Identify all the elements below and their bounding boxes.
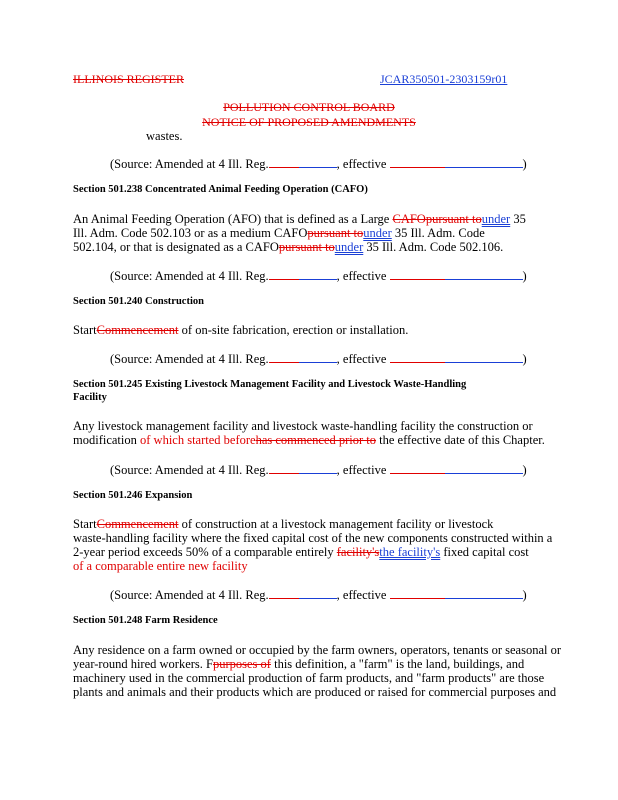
section-240-line-1 — [73, 323, 408, 337]
section-248-line-4: plants and animals and their products which are produced or raised for commercial purposes and — [73, 685, 557, 699]
text: Ill. Adm. Code 502.103 or as a medium CAFO — [73, 226, 308, 240]
section-238-title: Section 501.238 Concentrated Animal Feeding Operation (CAFO) — [73, 184, 368, 195]
inserted-red-text: of which started before — [140, 433, 256, 447]
source-prefix: (Source: Amended at 4 — [110, 588, 225, 602]
blank-red — [390, 268, 445, 280]
section-248-line-2 — [73, 657, 524, 671]
text: Start — [73, 517, 97, 531]
section-246-line-2: waste-handling facility where the fixed capital cost of the new components constructed within a — [73, 531, 553, 545]
source-prefix: (Source: Amended at 4 — [110, 463, 225, 477]
source-effective: , effective — [336, 463, 387, 477]
wastes-text: wastes. — [146, 129, 183, 143]
source-close: ) — [522, 157, 527, 171]
blank-blue — [299, 351, 337, 363]
blank-red — [269, 156, 299, 168]
section-238-line-2 — [73, 226, 485, 240]
source-ill: Ill. — [228, 463, 243, 477]
source-prefix: (Source: Amended at 4 — [110, 157, 225, 171]
document-code: JCAR350501-2303159r01 — [380, 72, 508, 86]
deleted-text: CAFOpursuant to — [392, 212, 482, 226]
inserted-text: under — [363, 226, 392, 240]
section-245-line-1 — [73, 419, 533, 433]
source-close: ) — [522, 352, 527, 366]
blank-blue — [299, 587, 337, 599]
section-238-line-3 — [73, 240, 503, 254]
text: 2-year period exceeds 50% of a comparable entirely — [73, 545, 337, 559]
source-ill: Ill. — [228, 157, 243, 171]
blank-blue — [299, 268, 337, 280]
source-effective: , effective — [336, 269, 387, 283]
section-246-title: Section 501.246 Expansion — [73, 490, 193, 501]
text: modification — [73, 433, 140, 447]
inserted-text: under — [334, 240, 364, 254]
source-line-4 — [110, 462, 527, 477]
blank-blue — [299, 156, 337, 168]
text: the effective date of this Chapter. — [376, 433, 545, 447]
text: 35 Ill. Adm. Code 502.106. — [363, 240, 504, 254]
source-close: ) — [522, 463, 527, 477]
blank-red — [390, 587, 445, 599]
deleted-text: has commenced prior to — [255, 433, 377, 447]
source-prefix: (Source: Amended at 4 — [110, 269, 225, 283]
source-reg: Reg. — [245, 463, 269, 477]
text: Any livestock management facility and livestock waste-handling facility — [73, 419, 439, 433]
blank-blue — [445, 268, 523, 280]
section-245-title-2: Facility — [73, 392, 107, 403]
deleted-text: pursuant to — [278, 240, 335, 254]
section-248-title: Section 501.248 Farm Residence — [73, 615, 218, 626]
text: 35 — [510, 212, 526, 226]
agency-title: POLLUTION CONTROL BOARD — [223, 100, 395, 114]
section-246-line-3 — [73, 545, 529, 559]
blank-red — [390, 351, 445, 363]
section-245-line-2 — [73, 433, 545, 447]
blank-blue — [445, 587, 523, 599]
register-title: ILLINOIS REGISTER — [73, 72, 184, 86]
text: fixed capital cost — [440, 545, 529, 559]
blank-red — [390, 462, 445, 474]
deleted-text: pursuant to — [307, 226, 364, 240]
deleted-text: purposes of — [212, 657, 271, 671]
text: year-round hired workers. F — [73, 657, 213, 671]
text: of on-site fabrication, erection or installation. — [178, 323, 409, 337]
source-reg: Reg. — [245, 588, 269, 602]
source-reg: Reg. — [245, 352, 269, 366]
inserted-text: the facility's — [379, 545, 441, 559]
text: 35 Ill. Adm. Code — [391, 226, 485, 240]
section-248-line-3: machinery used in the commercial production of farm products, and "farm products" are those — [73, 671, 545, 685]
blank-red — [269, 587, 299, 599]
blank-red — [269, 268, 299, 280]
source-line-2 — [110, 268, 527, 283]
source-close: ) — [522, 588, 527, 602]
section-245-title: Section 501.245 Existing Livestock Management Facility and Livestock Waste-Handling — [73, 379, 467, 390]
source-reg: Reg. — [245, 157, 269, 171]
text: of construction at a livestock management facility or livestock — [178, 517, 494, 531]
blank-red — [269, 462, 299, 474]
blank-red — [269, 351, 299, 363]
text: Start — [73, 323, 97, 337]
deleted-text: Commencement — [96, 323, 179, 337]
source-line-1 — [110, 156, 527, 171]
section-246-line-4: of a comparable entire new facility — [73, 559, 248, 573]
blank-blue — [445, 351, 523, 363]
text: this definition, a "farm" is the land, buildings, and — [270, 657, 525, 671]
section-246-line-1 — [73, 517, 493, 531]
source-effective: , effective — [336, 352, 387, 366]
text: An Animal Feeding Operation (AFO) that is defined as a Large — [73, 212, 393, 226]
blank-blue — [445, 156, 523, 168]
source-prefix: (Source: Amended at 4 — [110, 352, 225, 366]
source-close: ) — [522, 269, 527, 283]
blank-red — [390, 156, 445, 168]
text: the construction or — [438, 419, 533, 433]
inserted-text: under — [481, 212, 511, 226]
text: 502.104, or that is designated as a CAFO — [73, 240, 279, 254]
source-effective: , effective — [336, 588, 387, 602]
deleted-text: Commencement — [96, 517, 179, 531]
section-238-line-1 — [73, 212, 526, 226]
source-ill: Ill. — [228, 269, 243, 283]
source-ill: Ill. — [228, 588, 243, 602]
section-240-title: Section 501.240 Construction — [73, 296, 204, 307]
source-effective: , effective — [336, 157, 387, 171]
source-line-3 — [110, 351, 527, 366]
deleted-text: facility's — [336, 545, 380, 559]
section-248-line-1: Any residence on a farm owned or occupied by the farm owners, operators, tenants or seasonal or — [73, 643, 562, 657]
blank-blue — [445, 462, 523, 474]
blank-blue — [299, 462, 337, 474]
notice-title: NOTICE OF PROPOSED AMENDMENTS — [202, 115, 416, 129]
source-ill: Ill. — [228, 352, 243, 366]
source-line-5 — [110, 587, 527, 602]
source-reg: Reg. — [245, 269, 269, 283]
